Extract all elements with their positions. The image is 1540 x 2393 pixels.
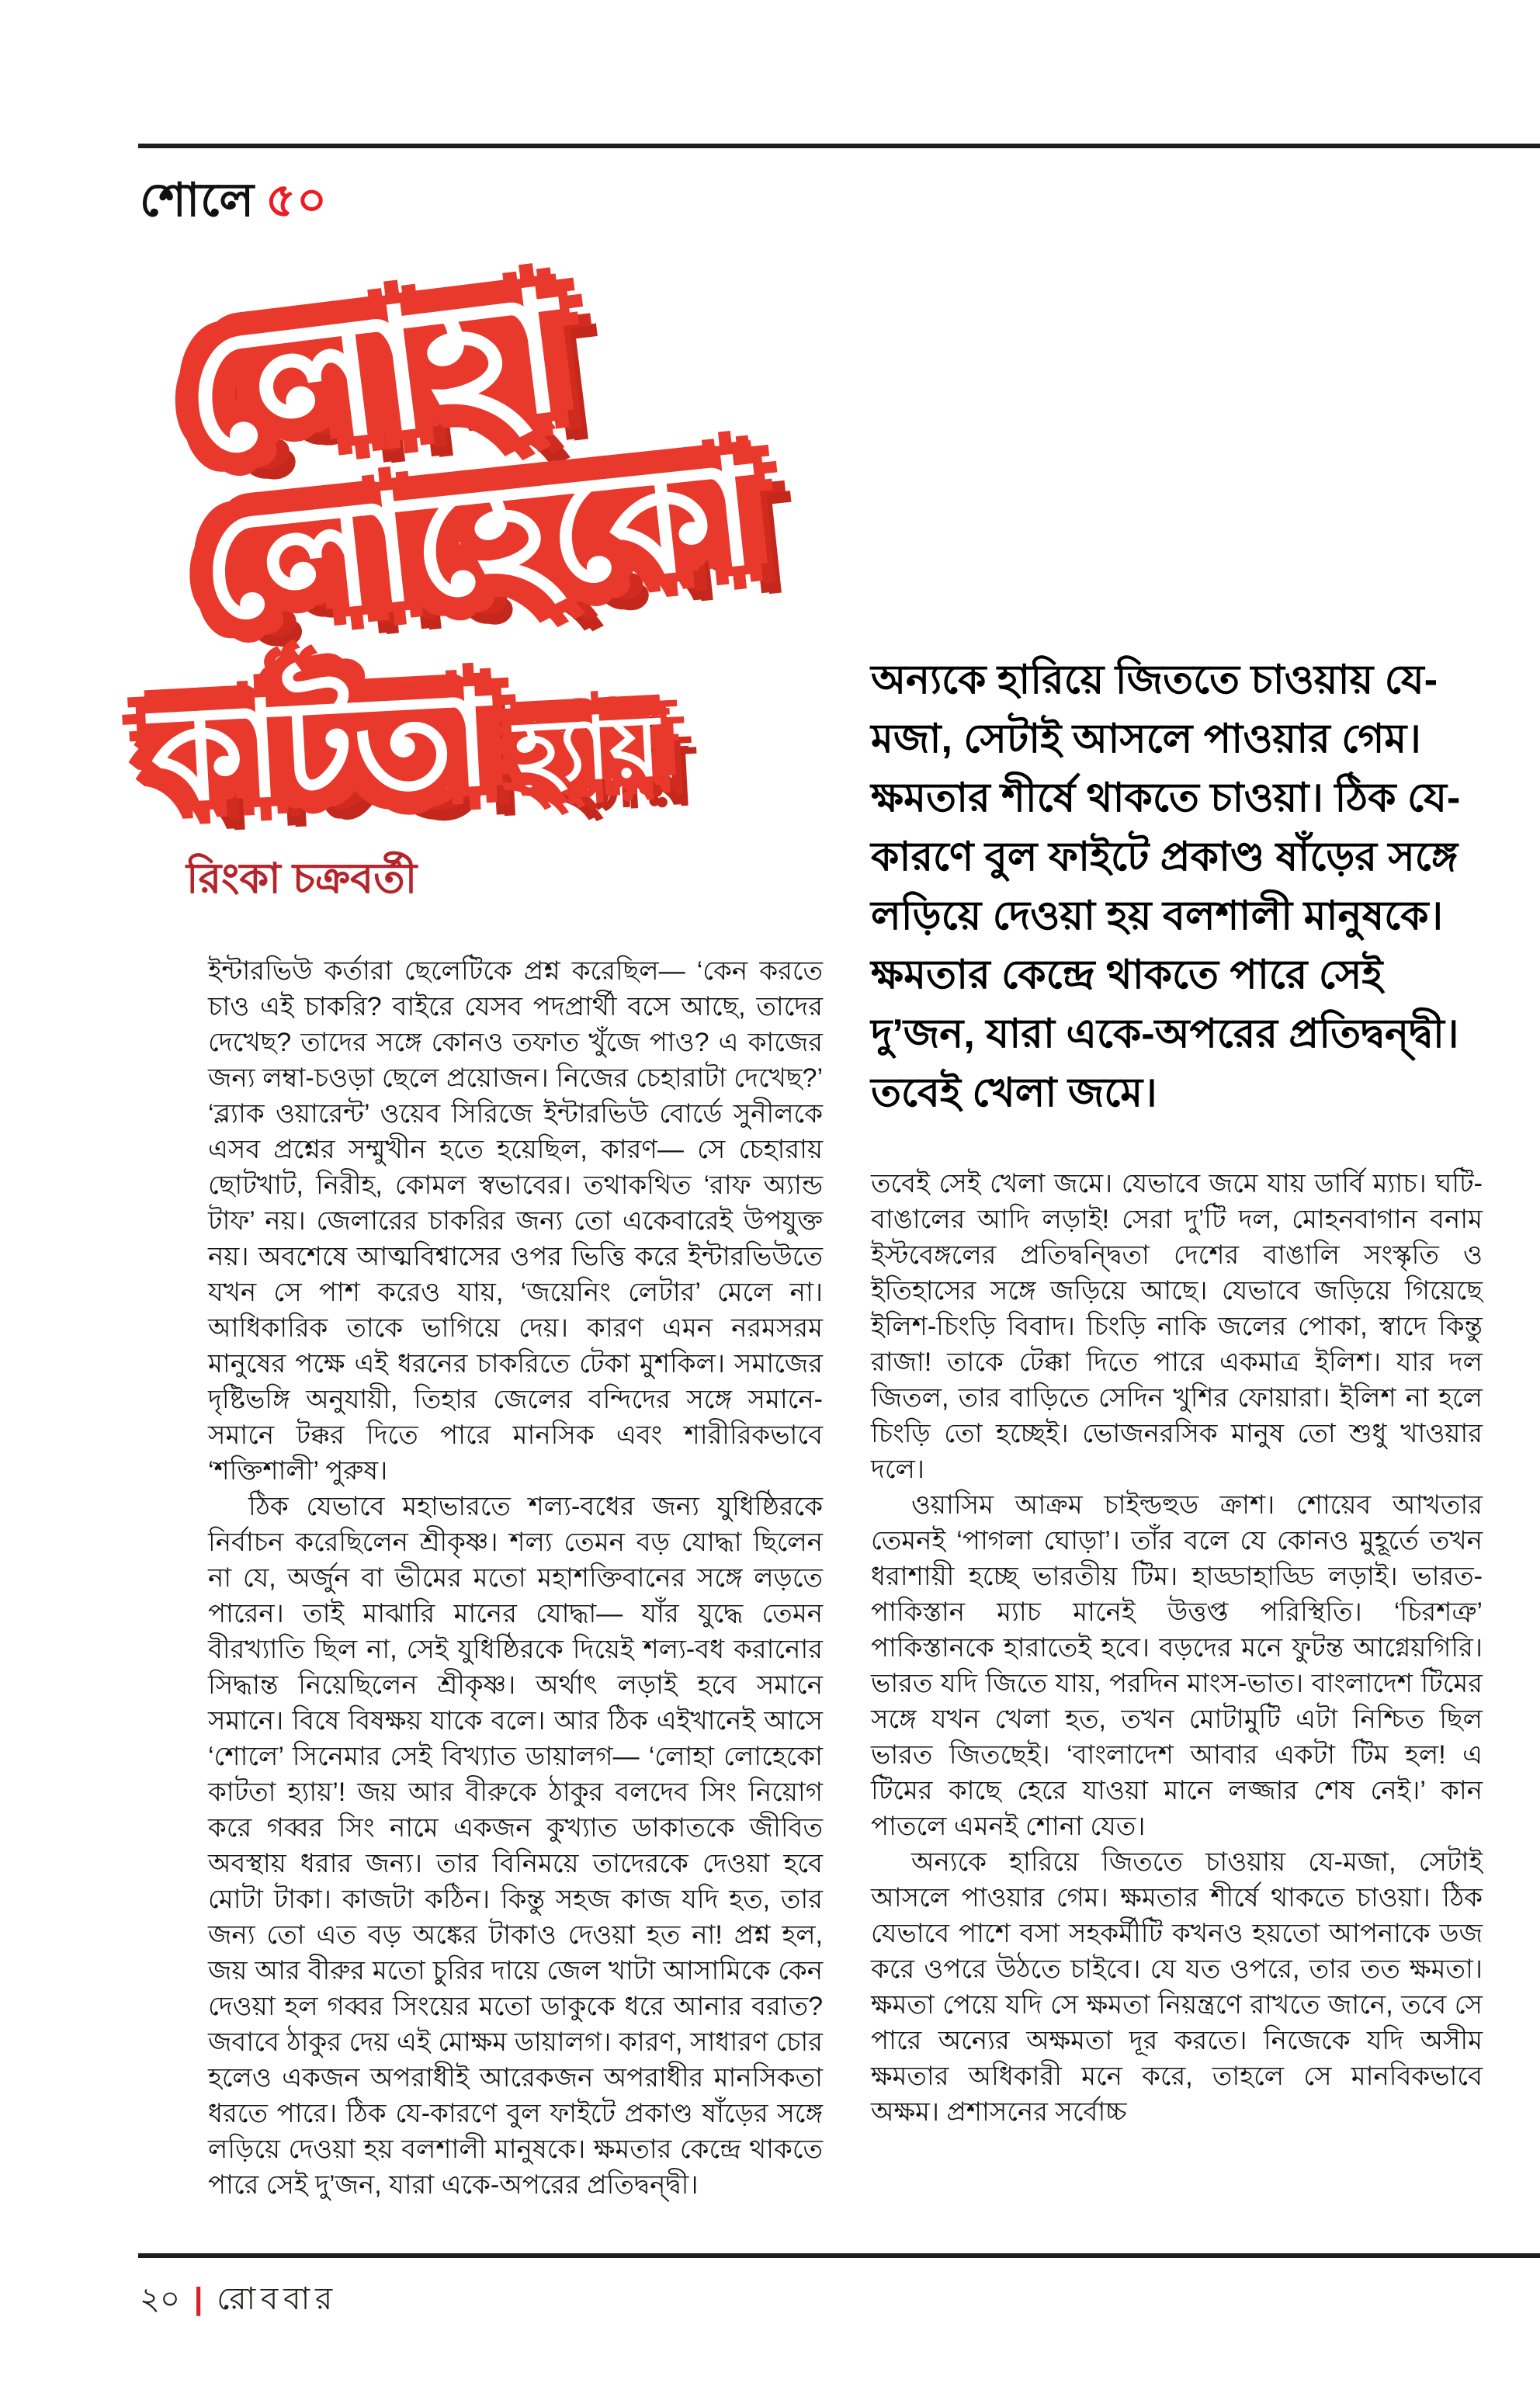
section-kicker — [140, 165, 328, 242]
page-folio — [140, 2274, 338, 2326]
paragraph: ওয়াসিম আক্রম চাইল্ডহুড ক্রাশ। শোয়েব আখতার তেমনই ‘পাগলা ঘোড়া’। তাঁর বলে যে কোনও মুহূর্তে তখন ধরাশায়ী হচ্ছে ভারতীয় টিম। হাড্ডাহাড্ডি লড়াই। ভারত-পাকিস্তান ম্যাচ মানেই উত্তপ্ত পরিস্থিতি। ‘চিরশত্রু’ পাকিস্তানকে হারাতেই হবে। বড়দের মনে ফুটন্ত আগ্নেয়গিরি। ভারত যদি জিতে যায়, পরদিন মাংস-ভাত। বাংলাদেশ টিমের সঙ্গে যখন খেলা হত, তখন মোটামুটি এটা নিশ্চিত ছিল ভারত জিতছেই। ‘বাংলাদেশ আবার একটা টিম হল! এ টিমের কাছে হেরে যাওয়া মানে লজ্জার শেষ নেই।’ কান পাতলে এমনই শোনা যেত। — [871, 1490, 1483, 1841]
logo-word-loheko: লোহেকো — [193, 429, 763, 651]
folio-page-number: ২০ — [140, 2282, 181, 2316]
folio-publication-name: রোববার — [217, 2282, 338, 2316]
kicker-number: ৫০ — [265, 174, 328, 226]
folio-separator: | — [194, 2282, 203, 2316]
byline-author: রিংকা চক্রবর্তী — [186, 855, 418, 902]
logo-word-loha: লোহা — [175, 257, 572, 489]
pull-quote: অন্যকে হারিয়ে জিততে চাওয়ায় যে-মজা, সেটাই আসলে পাওয়ার গেম। ক্ষমতার শীর্ষে থাকতে চাওয়া। ঠিক যে-কারণে বুল ফাইটে প্রকাণ্ড ষাঁড়ের সঙ্গে লড়িয়ে দেওয়া হয় বলশালী মানুষকে। ক্ষমতার কেন্দ্রে থাকতে পারে সেই দু’জন, যারা একে-অপরের প্রতিদ্বন্দ্বী। তবেই খেলা জমে। — [871, 657, 1461, 1115]
footer-rule — [138, 2253, 1540, 2258]
paragraph: তবেই সেই খেলা জমে। যেভাবে জমে যায় ডার্বি ম্যাচ। ঘটি-বাঙালের আদি লড়াই! সেরা দু’টি দল, মোহনবাগান বনাম ইস্টবেঙ্গলের প্রতিদ্বন্দ্বিতা দেশের বাঙালি সংস্কৃতি ও ইতিহাসের সঙ্গে জড়িয়ে আছে। যেভাবে জড়িয়ে গিয়েছে ইলিশ-চিংড়ি বিবাদ। চিংড়ি নাকি জলের পোকা, স্বাদে কিন্তু রাজা! তাকে টেক্কা দিতে পারে একমাত্র ইলিশ। যার দল জিতল, তার বাড়িতে সেদিন খুশির ফোয়ারা। ইলিশ না হলে চিংড়ি তো হচ্ছেই। ভোজনরসিক মানুষ তো শুধু খাওয়ার দলে। — [871, 1169, 1483, 1484]
paragraph: ঠিক যেভাবে মহাভারতে শল্য-বধের জন্য যুধিষ্ঠিরকে নির্বাচন করেছিলেন শ্রীকৃষ্ণ। শল্য তেমন বড় যোদ্ধা ছিলেন না যে, অর্জুন বা ভীমের মতো মহাশক্তিবানের সঙ্গে লড়তে পারেন। তাই মাঝারি মানের যোদ্ধা— যাঁর যুদ্ধে তেমন বীরখ্যাতি ছিল না, সেই যুধিষ্ঠিরকে দিয়েই শল্য-বধ করানোর সিদ্ধান্ত নিয়েছিলেন শ্রীকৃষ্ণ। অর্থাৎ লড়াই হবে সমানে সমানে। বিষে বিষক্ষয় যাকে বলে। আর ঠিক এইখানেই আসে ‘শোলে’ সিনেমার সেই বিখ্যাত ডায়ালগ— ‘লোহা লোহেকো কাটতা হ্যায়’! জয় আর বীরুকে ঠাকুর বলদেব সিং নিয়োগ করে গব্বর সিং নামে একজন কুখ্যাত ডাকাতকে জীবিত অবস্থায় ধরার জন্য। তার বিনিময়ে তাদেরকে দেওয়া হবে মোটা টাকা। কাজটা কঠিন। কিন্তু সহজ কাজ যদি হত, তার জন্য তো এত বড় অঙ্কের টাকাও দেওয়া হত না! প্রশ্ন হল, জয় আর বীরুর মতো চুরির দায়ে জেল খাটা আসামিকে কেন দেওয়া হল গব্বর সিংয়ের মতো ডাকুকে ধরে আনার বরাত? জবাবে ঠাকুর দেয় এই মোক্ষম ডায়ালগ। কারণ, সাধারণ চোর হলেও একজন অপরাধীই আরেকজন অপরাধীর মানসিকতা ধরতে পারে। ঠিক যে-কারণে বুল ফাইটে প্রকাণ্ড ষাঁড়ের সঙ্গে লড়িয়ে দেওয়া হয় বলশালী মানুষকে। ক্ষমতার কেন্দ্রে থাকতে পারে সেই দু’জন, যারা একে-অপরের প্রতিদ্বন্দ্বী। — [208, 1492, 823, 2200]
paragraph: অন্যকে হারিয়ে জিততে চাওয়ায় যে-মজা, সেটাই আসলে পাওয়ার গেম। ক্ষমতার শীর্ষে থাকতে চাওয়া। ঠিক যেভাবে পাশে বসা সহকর্মীটি কখনও হয়তো আপনাকে ডজ করে ওপরে উঠতে চাইবে। যে যত ওপরে, তার তত ক্ষমতা। ক্ষমতা পেয়ে যদি সে ক্ষমতা নিয়ন্ত্রণে রাখতে জানে, তবে সে পারে অন্যের অক্ষমতা দূর করতে। নিজেকে যদি অসীম ক্ষমতার অধিকারী মনে করে, তাহলে সে মানবিকভাবে অক্ষম। প্রশাসনের সর্বোচ্চ — [871, 1847, 1483, 2127]
top-rule — [138, 144, 1540, 148]
logo-word-katta-hai — [146, 627, 665, 874]
paragraph: ইন্টারভিউ কর্তারা ছেলেটিকে প্রশ্ন করেছিল— ‘কেন করতে চাও এই চাকরি? বাইরে যেসব পদপ্রার্থী বসে আছে, তাদের দেখেছ? তাদের সঙ্গে কোনও তফাত খুঁজে পাও? এ কাজের জন্য লম্বা-চওড়া ছেলে প্রয়োজন। নিজের চেহারাটা দেখেছ?’ ‘ব্ল্যাক ওয়ারেন্ট’ ওয়েব সিরিজে ইন্টারভিউ বোর্ডে সুনীলকে এসব প্রশ্নের সম্মুখীন হতে হয়েছিল, কারণ— সে চেহারায় ছোটখাট, নিরীহ, কোমল স্বভাবের। তথাকথিত ‘রাফ অ্যান্ড টাফ’ নয়। জেলারের চাকরির জন্য তো একেবারেই উপযুক্ত নয়। অবশেষে আত্মবিশ্বাসের ওপর ভিত্তি করে ইন্টারভিউতে যখন সে পাশ করেও যায়, ‘জয়েনিং লেটার’ মেলে না। আধিকারিক তাকে ভাগিয়ে দেয়। কারণ এমন নরমসরম মানুষের পক্ষে এই ধরনের চাকরিতে টেকা মুশকিল। সমাজের দৃষ্টিভঙ্গি অনুযায়ী, তিহার জেলের বন্দিদের সঙ্গে সমানে-সমানে টক্কর দিতে পারে মানসিক এবং শারীরিকভাবে ‘শক্তিশালী’ পুরুষ। — [208, 956, 823, 1486]
article-left-column — [208, 953, 823, 2203]
kicker-title: শোলে — [140, 174, 255, 226]
title-logo-graphic — [144, 257, 865, 831]
logo-word-hai: হ্যায় — [488, 697, 662, 803]
article-right-column — [871, 650, 1483, 2130]
logo-word-katta: কাটতা — [147, 664, 495, 831]
